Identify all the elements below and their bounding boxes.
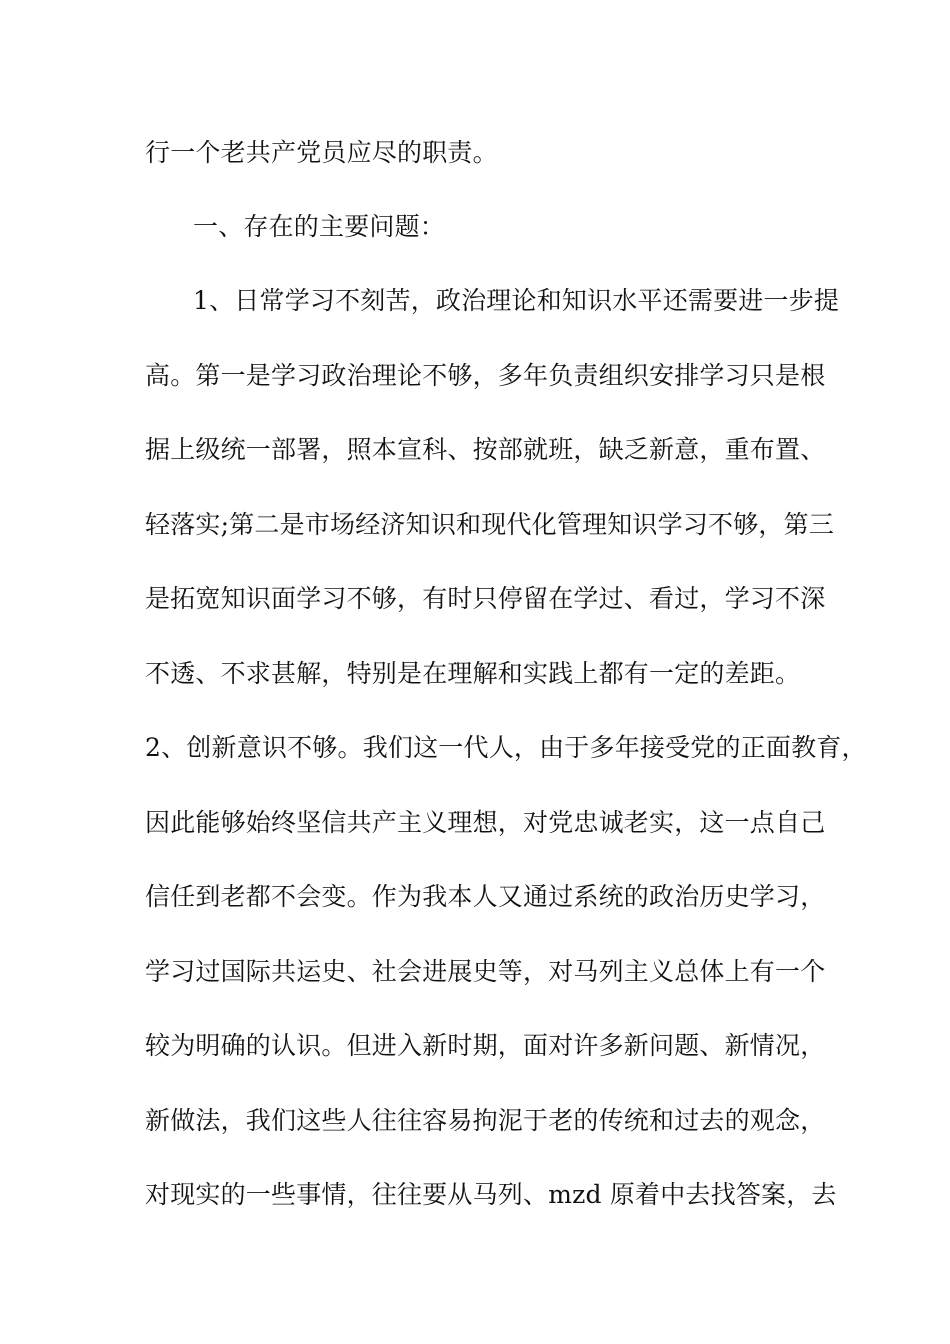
paragraph-line: 据上级统一部署，照本宣科、按部就班，缺乏新意，重布置、: [145, 435, 826, 464]
paragraph-line: 行一个老共产党员应尽的职责。: [145, 138, 498, 167]
paragraph-line: 1、日常学习不刻苦，政治理论和知识水平还需要进一步提: [193, 286, 840, 315]
paragraph-line: 轻落实;第二是市场经济知识和现代化管理知识学习不够，第三: [145, 510, 835, 539]
section-heading: 一、存在的主要问题：: [193, 212, 446, 241]
paragraph-line: 2、创新意识不够。我们这一代人，由于多年接受党的正面教育，: [145, 733, 867, 762]
paragraph-line: 学习过国际共运史、社会进展史等，对马列主义总体上有一个: [145, 957, 826, 986]
paragraph-line: 高。第一是学习政治理论不够，多年负责组织安排学习只是根: [145, 361, 826, 390]
paragraph-line: 新做法，我们这些人往往容易拘泥于老的传统和过去的观念，: [145, 1106, 826, 1135]
paragraph-line: 较为明确的认识。但进入新时期，面对许多新问题、新情况，: [145, 1031, 826, 1060]
paragraph-line: 信任到老都不会变。作为我本人又通过系统的政治历史学习，: [145, 882, 826, 911]
paragraph-line: 因此能够始终坚信共产主义理想，对党忠诚老实，这一点自己: [145, 808, 826, 837]
paragraph-line: 不透、不求甚解，特别是在理解和实践上都有一定的差距。: [145, 659, 801, 688]
paragraph-line: 是拓宽知识面学习不够，有时只停留在学过、看过，学习不深: [145, 584, 826, 613]
paragraph-line: 对现实的一些事情，往往要从马列、mzd 原着中去找答案，去: [145, 1180, 837, 1209]
